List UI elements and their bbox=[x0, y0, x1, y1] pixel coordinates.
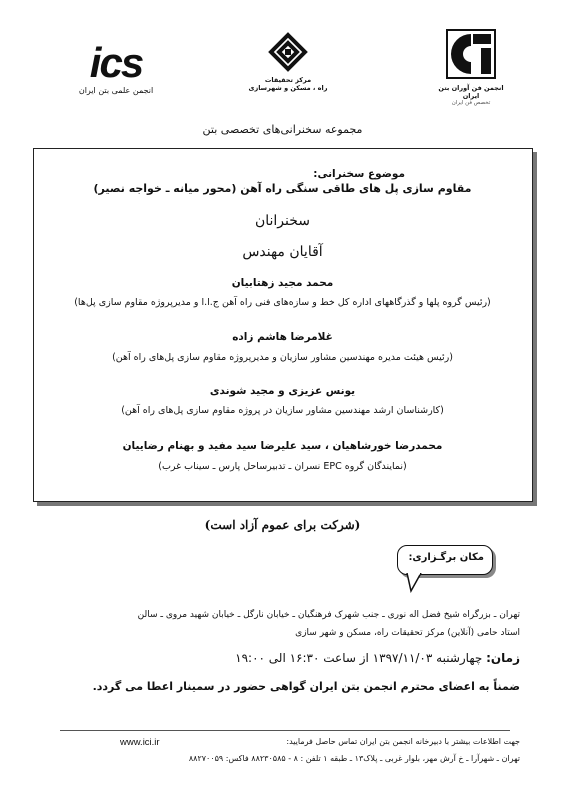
certificate-note: ضمناً به اعضای محترم انجمن بتن ایران گواهی حضور در سمینار اعطا می گردد. bbox=[92, 680, 520, 693]
footer-divider bbox=[60, 730, 510, 731]
ics-logo-mark: ics bbox=[89, 39, 143, 86]
speaker-2-role: (رئیس هیئت مدیره مهندسین مشاور سازیان و مدیرپروژه مقاوم سازی پل‌های راه آهن) bbox=[112, 352, 453, 363]
speech-bubble-tail-icon bbox=[405, 573, 425, 593]
time-line bbox=[235, 651, 520, 665]
footer-contact: جهت اطلاعات بیشتر با دبیرخانه انجمن بتن ایران تماس حاصل فرمایید: bbox=[286, 737, 520, 746]
ics-logo bbox=[70, 39, 162, 100]
time-label: زمان: bbox=[486, 651, 520, 665]
bhrc-logo bbox=[248, 32, 328, 102]
acia-caption-line1: انجمن فن آوران بتن ایران bbox=[438, 84, 504, 100]
venue-label: مکان برگـزاری: bbox=[408, 552, 484, 563]
bhrc-caption-line1: مرکز تحقیقات bbox=[264, 76, 312, 84]
footer-website-link[interactable]: www.ici.ir bbox=[120, 737, 160, 748]
venue-address-line2: استاد حامی (آنلاین) مرکز تحقیقات راه، مسکن و شهر سازی bbox=[295, 628, 520, 638]
speaker-4-role: (نمایندگان گروه EPC نسران ـ تدبیرساحل پارس ـ سیناب غرب) bbox=[158, 461, 407, 472]
subject-text: مقاوم سازی پل های طاقی سنگی راه آهن (محور میانه ـ خواجه نصیر) bbox=[93, 182, 472, 195]
venue-bubble bbox=[397, 545, 493, 575]
subject-label: موضوع سخنرانی: bbox=[313, 168, 405, 180]
acia-caption-line2: تخصص فن ایران bbox=[451, 100, 491, 106]
speaker-1-role: (رئیس گروه پلها و گذرگاههای اداره کل خط و سازه‌های فنی راه آهن ج.ا.ا و مدیرپروژه مقاوم سازی پل‌ها) bbox=[74, 297, 491, 308]
bhrc-caption-line2: راه ، مسکن و شهرسازی bbox=[248, 84, 328, 92]
speaker-2-name: غلامرضا هاشم زاده bbox=[232, 331, 333, 343]
speaker-3-role: (کارشناسان ارشد مهندسین مشاور سازیان در پروژه مقاوم سازی پل‌های راه آهن) bbox=[121, 405, 444, 416]
ics-logo-caption: انجمن علمی بتن ایران bbox=[78, 86, 154, 95]
footer-address: تهران ـ شهرآرا ـ خ آرش مهر، بلوار غربی ـ پلاک۱۳ ـ طبقه ۱ تلفن : ۸ - ۸۸۲۳۰۵۸۵ فاکس: ۸۸۲۷۰۰۵۹ bbox=[188, 754, 520, 763]
speaker-3-name: یونس عزیزی و مجید شوندی bbox=[209, 385, 356, 397]
speaker-4-name: محمدرضا خورشاهیان ، سید علیرضا سید مفید و بهنام رضاییان bbox=[122, 440, 443, 452]
honorific: آقایان مهندس bbox=[242, 244, 323, 260]
public-note: (شرکت برای عموم آزاد است) bbox=[204, 518, 361, 532]
bhrc-emblem-icon bbox=[268, 32, 308, 72]
venue-address-line1: تهران ـ بزرگراه شیخ فضل اله نوری ـ جنب شهرک فرهنگیان ـ خیابان نارگل ـ خیابان شهید مروی ـ سالن bbox=[137, 610, 520, 620]
speakers-heading: سخنرانان bbox=[254, 213, 311, 229]
time-text: چهارشنبه ۱۳۹۷/۱۱/۰۳ از ساعت ۱۶:۳۰ الی ۱۹:۰۰ bbox=[235, 651, 483, 665]
acia-emblem-icon bbox=[445, 28, 497, 80]
speaker-1-name: محمد مجید زهتابیان bbox=[231, 277, 334, 289]
acia-logo bbox=[436, 28, 506, 106]
collection-title: مجموعه سخنرانی‌های تخصصی بتن bbox=[202, 123, 363, 136]
